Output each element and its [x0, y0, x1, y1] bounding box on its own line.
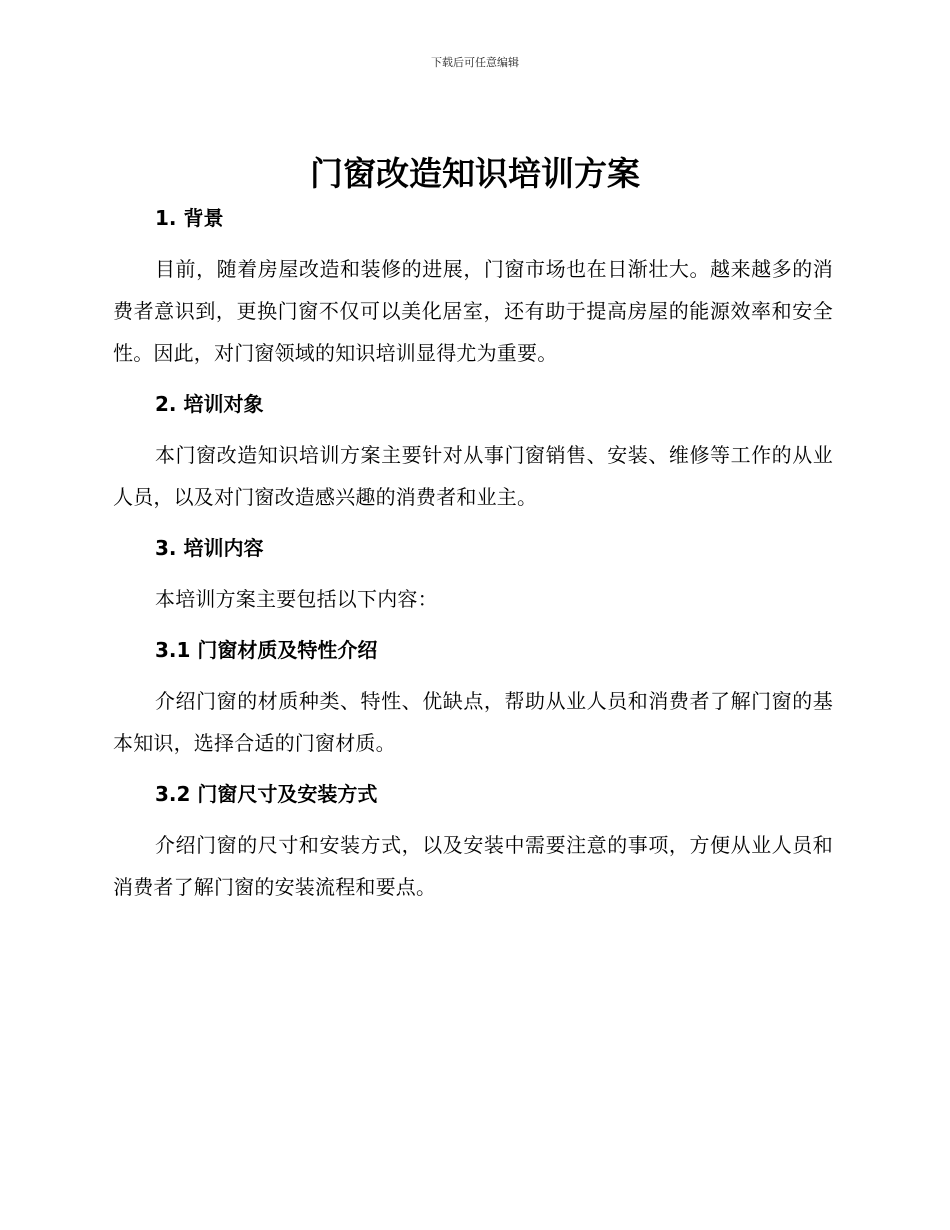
header-note: 下载后可任意编辑 — [431, 56, 519, 69]
section-heading: 1. 背景 — [155, 206, 224, 230]
section-materials — [113, 628, 833, 772]
section-heading: 3.1 门窗材质及特性介绍 — [155, 638, 378, 662]
section-heading: 3. 培训内容 — [155, 536, 264, 560]
section-heading: 3.2 门窗尺寸及安装方式 — [155, 782, 378, 806]
section-heading: 2. 培训对象 — [155, 392, 264, 416]
section-content — [113, 526, 833, 628]
section-background — [113, 196, 833, 382]
section-paragraph: 目前，随着房屋改造和装修的进展，门窗市场也在日渐壮大。越来越多的消费者意识到，更换门窗不仅可以美化居室，还有助于提高房屋的能源效率和安全性。因此，对门窗领域的知识培训显得尤为重要。 — [113, 257, 833, 365]
section-paragraph: 介绍门窗的材质种类、特性、优缺点，帮助从业人员和消费者了解门窗的基本知识，选择合适的门窗材质。 — [113, 689, 833, 755]
section-paragraph: 介绍门窗的尺寸和安装方式，以及安装中需要注意的事项，方便从业人员和消费者了解门窗的安装流程和要点。 — [113, 833, 833, 899]
section-installation — [113, 772, 833, 908]
document-title: 门窗改造知识培训方案 — [310, 154, 640, 193]
section-paragraph: 本培训方案主要包括以下内容： — [155, 587, 438, 611]
section-paragraph: 本门窗改造知识培训方案主要针对从事门窗销售、安装、维修等工作的从业人员，以及对门窗改造感兴趣的消费者和业主。 — [113, 443, 833, 509]
section-audience — [113, 382, 833, 526]
document-body — [113, 196, 833, 908]
